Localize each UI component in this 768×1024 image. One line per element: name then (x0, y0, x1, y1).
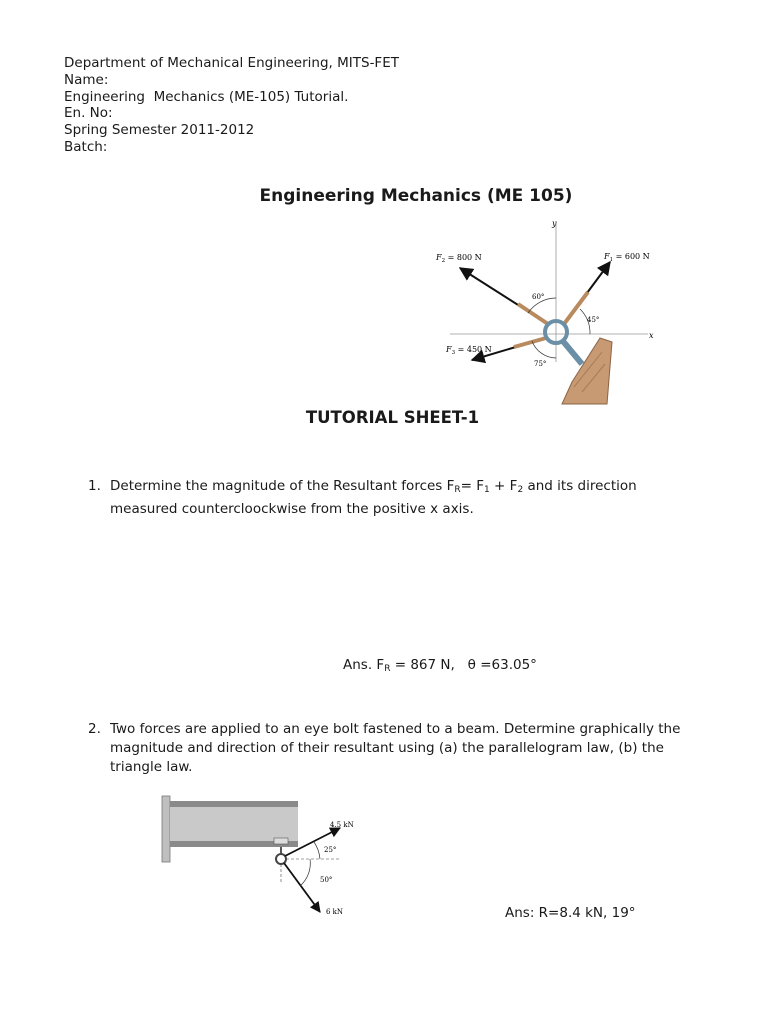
rope-f3 (514, 338, 546, 347)
question-2 (88, 720, 688, 777)
document-title: Engineering Mechanics (ME 105) (259, 186, 573, 206)
question-2-text: Two forces are applied to an eye bolt fastened to a beam. Determine graphically the magnitude and direction of their resultant using (a) the parallelogram law, (b) the triangle law. (110, 721, 681, 775)
angle-50-label: 50° (320, 876, 333, 884)
angle-45-label: 45° (587, 316, 600, 324)
name-line: Name: (64, 71, 109, 88)
document-header (64, 55, 399, 156)
department-line: Department of Mechanical Engineering, MITS-FET (64, 55, 399, 71)
angle-25-label: 25° (324, 846, 337, 854)
course-line: Engineering Mechanics (ME-105) Tutorial. (64, 88, 349, 105)
angle-60-label: 60° (532, 293, 545, 301)
beam-web (170, 807, 298, 841)
semester-line: Spring Semester 2011-2012 (64, 122, 255, 139)
batch-line: Batch: (64, 138, 108, 155)
question-1 (88, 477, 688, 519)
angle-75-label: 75° (534, 360, 547, 368)
question-1-number: 1. (88, 478, 101, 494)
answer-2: Ans: R=8.4 kN, 19° (505, 905, 636, 921)
force-diagram-figure (422, 212, 662, 408)
force-6kn-arrow (284, 863, 320, 912)
y-axis-label: y (552, 219, 557, 228)
question-1-text: Determine the magnitude of the Resultant forces $F_R= F_1 + F_2$ and its direction measured countercloockwise from the positive x axis. (110, 478, 637, 517)
f1-label: $F_1 = 600$ N (604, 252, 650, 263)
x-axis-label: x (649, 331, 654, 340)
beam-top-flange (170, 801, 298, 807)
f3-label: $F_3 = 450$ N (446, 345, 492, 356)
tutorial-sheet-title: TUTORIAL SHEET-1 (305, 408, 480, 427)
answer-1: Ans. $F_R = 867$ N, θ =63.05° (343, 657, 537, 674)
force-6kn-label: 6 kN (326, 908, 344, 916)
eye-bolt (276, 854, 286, 864)
beam-diagram-figure (160, 792, 370, 924)
rope-f1 (564, 292, 588, 324)
f2-label: $F_2 = 800$ N (436, 253, 482, 264)
eye-bolt-shank (562, 340, 582, 364)
wall (162, 796, 170, 862)
enrollment-line: En. No: (64, 105, 113, 122)
question-2-number: 2. (88, 721, 101, 737)
force-4-5kn-label: 4.5 kN (330, 821, 354, 829)
